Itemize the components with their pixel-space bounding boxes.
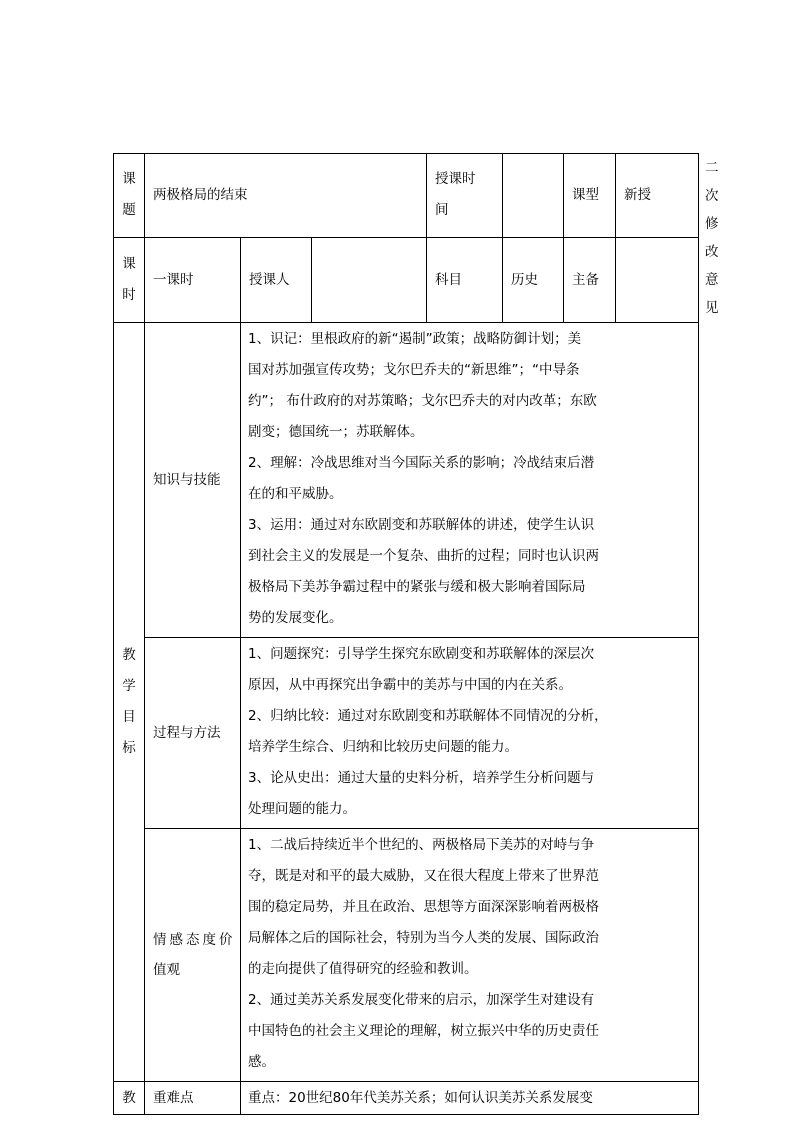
key-points-content-cell: 重点：20世纪80年代美苏关系；如何认识美苏关系发展变 bbox=[241, 1082, 699, 1115]
emotion-line: 2、通过美苏关系发展变化带来的启示，加深学生对建设有 bbox=[248, 992, 595, 1008]
knowledge-line: 国对苏加强宣传攻势；戈尔巴乔夫的“新思维”；“中导条 bbox=[248, 362, 580, 378]
knowledge-line: 到社会主义的发展是一个复杂、曲折的过程；同时也认识两 bbox=[248, 548, 599, 564]
key-points-sublabel-cell: 重难点 bbox=[145, 1082, 241, 1115]
lesson-plan-table bbox=[113, 153, 726, 1115]
time-label-cell bbox=[427, 154, 503, 238]
emotion-line: 局解体之后的国际社会，特别为当今人类的发展、国际政治 bbox=[248, 930, 599, 946]
process-content-cell bbox=[241, 638, 699, 829]
teacher-label-cell: 授课人 bbox=[241, 237, 312, 322]
objectives-label-char-3: 目 bbox=[122, 709, 136, 725]
topic-value-cell: 两极格局的结束 bbox=[145, 154, 427, 238]
lead-label-cell: 主备 bbox=[564, 237, 616, 322]
hours-value-cell: 一课时 bbox=[145, 237, 241, 322]
objectives-label-char-1: 教 bbox=[122, 647, 136, 663]
subject-value-cell: 历史 bbox=[503, 237, 564, 322]
lead-value-cell bbox=[616, 237, 699, 322]
knowledge-line: 在的和平威胁。 bbox=[248, 486, 343, 502]
emotion-line: 1、二战后持续近半个世纪的、两极格局下美苏的对峙与争 bbox=[248, 837, 595, 853]
type-label-cell: 课型 bbox=[564, 154, 616, 238]
emotion-line: 的走向提供了值得研究的经验和教训。 bbox=[248, 961, 478, 977]
emotion-label-cell bbox=[145, 829, 241, 1082]
header-row-hours bbox=[114, 237, 699, 322]
process-line: 培养学生综合、归纳和比较历史问题的能力。 bbox=[248, 739, 518, 755]
knowledge-line: 1、识记：里根政府的新“遏制”政策；战略防御计划；美 bbox=[248, 331, 582, 347]
emotion-label-line-1: 情感态度价 bbox=[153, 932, 236, 948]
knowledge-line: 2、理解：冷战思维对当今国际关系的影响；冷战结束后潜 bbox=[248, 455, 595, 471]
emotion-content-cell bbox=[241, 829, 699, 1082]
type-value-cell: 新授 bbox=[616, 154, 699, 238]
objective-row-knowledge bbox=[114, 323, 699, 638]
hours-label-char-1: 课 bbox=[122, 255, 136, 272]
process-line: 3、论从史出：通过大量的史料分析，培养学生分析问题与 bbox=[248, 770, 595, 786]
process-line: 2、归纳比较：通过对东欧剧变和苏联解体不同情况的分析， bbox=[248, 708, 608, 724]
process-line: 处理问题的能力。 bbox=[248, 801, 356, 817]
knowledge-label-cell: 知识与技能 bbox=[145, 323, 241, 638]
process-line: 1、问题探究：引导学生探究东欧剧变和苏联解体的深层次 bbox=[248, 646, 595, 662]
topic-label-cell bbox=[114, 154, 145, 238]
time-label-line-1: 授课时 bbox=[435, 171, 476, 188]
header-row-topic: 课 题 两极格局的结束 授课时 间 课型 新授 二次修改 意见 bbox=[114, 154, 699, 238]
subject-label-cell: 科目 bbox=[427, 237, 503, 322]
time-label-line-2: 间 bbox=[435, 202, 449, 219]
objectives-label-char-2: 学 bbox=[122, 678, 136, 694]
time-value-cell bbox=[503, 154, 564, 238]
knowledge-line: 势的发展变化。 bbox=[248, 610, 343, 626]
key-points-label-cell: 教 bbox=[114, 1082, 145, 1115]
emotion-label-line-2: 值观 bbox=[153, 962, 180, 978]
hours-label-cell bbox=[114, 237, 145, 322]
knowledge-line: 极格局下美苏争霸过程中的紧张与缓和极大影响着国际局 bbox=[248, 579, 586, 595]
emotion-line: 围的稳定局势，并且在政治、思想等方面深深影响着两极格 bbox=[248, 899, 599, 915]
topic-label-char-1: 课 bbox=[122, 171, 136, 188]
objective-row-emotion bbox=[114, 829, 699, 1082]
knowledge-line: 约”； 布什政府的对苏策略；戈尔巴乔夫的对内改革；东欧 bbox=[248, 393, 597, 409]
objective-row-process bbox=[114, 638, 699, 829]
teacher-value-cell bbox=[312, 237, 427, 322]
emotion-line: 感。 bbox=[248, 1054, 275, 1070]
topic-label-char-2: 题 bbox=[122, 202, 136, 219]
key-points-row bbox=[114, 1082, 699, 1115]
knowledge-line: 3、运用：通过对东欧剧变和苏联解体的讲述，使学生认识 bbox=[248, 517, 595, 533]
process-line: 原因，从中再探究出争霸中的美苏与中国的内在关系。 bbox=[248, 677, 572, 693]
objectives-label-cell bbox=[114, 323, 145, 1082]
process-label-cell: 过程与方法 bbox=[145, 638, 241, 829]
knowledge-content-cell bbox=[241, 323, 699, 638]
emotion-line: 中国特色的社会主义理论的理解，树立振兴中华的历史责任 bbox=[248, 1023, 599, 1039]
objectives-label-char-4: 标 bbox=[122, 740, 136, 756]
emotion-line: 夺，既是对和平的最大威胁，又在很大程度上带来了世界范 bbox=[248, 868, 599, 884]
knowledge-line: 剧变；德国统一；苏联解体。 bbox=[248, 424, 424, 440]
hours-label-char-2: 时 bbox=[122, 286, 136, 303]
